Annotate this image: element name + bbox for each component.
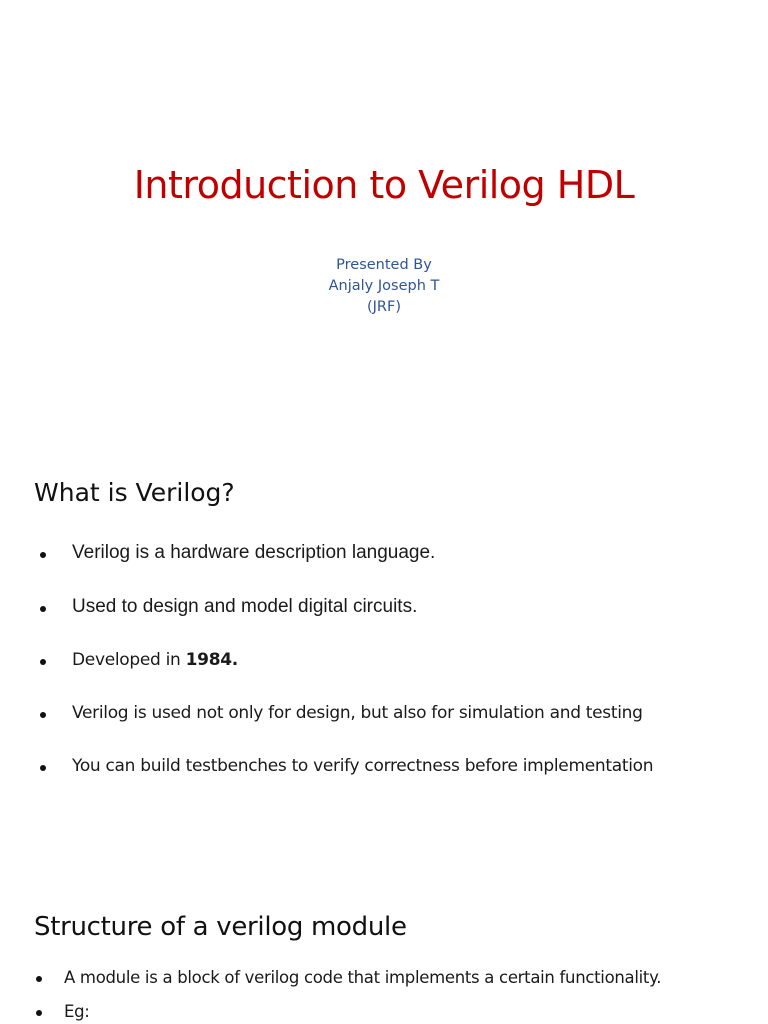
bullet-icon [36, 1010, 42, 1016]
bullet-icon [40, 765, 46, 771]
year-highlight: 1984 [185, 650, 232, 670]
bullet-text: Used to design and model digital circuits. [72, 596, 418, 617]
presenter-name: Anjaly Joseph T [328, 278, 440, 294]
bullet-icon [40, 712, 46, 718]
bullet-text: A module is a block of verilog code that implements a certain functionality. [64, 968, 662, 987]
what-is-verilog-slide [0, 440, 768, 840]
structure-slide [0, 880, 768, 1024]
presented-by-label: Presented By [336, 257, 432, 273]
presenter-block [0, 255, 768, 318]
title-slide [0, 0, 768, 440]
bullet-text [72, 650, 238, 670]
bullet-text: Eg: [64, 1002, 90, 1021]
section-heading: Structure of a verilog module [34, 912, 407, 942]
bullet-text: Verilog is a hardware description language. [72, 542, 436, 563]
year-suffix: . [231, 650, 238, 670]
bullet-icon [40, 606, 46, 612]
section-heading: What is Verilog? [34, 478, 235, 507]
bullet-text: You can build testbenches to verify correctness before implementation [72, 756, 654, 776]
bullet-text: Verilog is used not only for design, but also for simulation and testing [72, 703, 643, 723]
bullet-icon [40, 659, 46, 665]
bullet-icon [36, 976, 42, 982]
presenter-role: (JRF) [366, 299, 401, 315]
presentation-title: Introduction to Verilog HDL [133, 163, 635, 207]
bullet-text-prefix: Developed in [72, 650, 186, 670]
bullet-icon [40, 552, 46, 558]
